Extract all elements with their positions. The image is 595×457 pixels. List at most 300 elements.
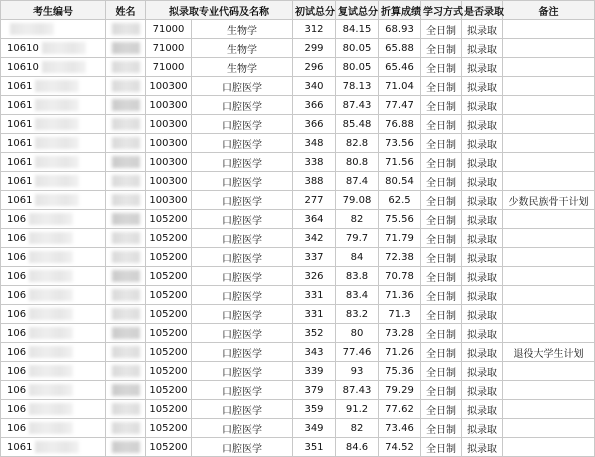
converted-score-cell: 65.88 [379,39,421,58]
admit-status-cell: 拟录取 [462,153,503,172]
header-initial-score: 初试总分 [293,1,336,20]
admit-status-cell: 拟录取 [462,419,503,438]
redacted-id-block [42,61,86,73]
converted-score-cell: 73.28 [379,324,421,343]
name-cell [106,248,146,267]
retest-score-cell: 80.8 [336,153,379,172]
name-cell [106,343,146,362]
study-mode-cell: 全日制 [421,134,462,153]
converted-score-cell: 65.46 [379,58,421,77]
major-name-cell: 口腔医学 [192,172,293,191]
study-mode-cell: 全日制 [421,229,462,248]
converted-score-cell: 71.79 [379,229,421,248]
admit-status-cell: 拟录取 [462,248,503,267]
admit-status-cell: 拟录取 [462,39,503,58]
initial-score-cell: 338 [293,153,336,172]
redacted-name-block [112,403,140,415]
major-code-cell: 105200 [146,438,192,457]
table-row [1,77,595,96]
header-name: 姓名 [106,1,146,20]
name-cell [106,58,146,77]
table-row [1,96,595,115]
redacted-name-block [112,118,140,130]
admit-status-cell: 拟录取 [462,191,503,210]
redacted-id-block [29,251,73,263]
converted-score-cell: 71.04 [379,77,421,96]
admit-status-cell: 拟录取 [462,229,503,248]
initial-score-cell: 312 [293,20,336,39]
redacted-name-block [112,270,140,282]
redacted-name-block [112,232,140,244]
candidate-id-text: 106 [7,423,27,434]
major-name-cell: 口腔医学 [192,229,293,248]
table-row [1,191,595,210]
initial-score-cell: 296 [293,58,336,77]
header-candidate-id: 考生编号 [1,1,106,20]
study-mode-cell: 全日制 [421,96,462,115]
redacted-id-block [35,99,79,111]
initial-score-cell: 340 [293,77,336,96]
major-code-cell: 71000 [146,39,192,58]
redacted-name-block [112,422,140,434]
candidate-id-cell [1,286,106,305]
candidate-id-cell [1,172,106,191]
study-mode-cell: 全日制 [421,343,462,362]
admit-status-cell: 拟录取 [462,381,503,400]
major-code-cell: 105200 [146,286,192,305]
redacted-name-block [112,251,140,263]
retest-score-cell: 83.2 [336,305,379,324]
candidate-id-cell [1,362,106,381]
candidate-id-text: 106 [7,233,27,244]
retest-score-cell: 77.46 [336,343,379,362]
admit-status-cell: 拟录取 [462,96,503,115]
redacted-name-block [112,365,140,377]
table-row [1,419,595,438]
converted-score-cell: 74.52 [379,438,421,457]
redacted-name-block [112,175,140,187]
remarks-cell [503,210,595,229]
remarks-cell [503,115,595,134]
converted-score-cell: 71.36 [379,286,421,305]
retest-score-cell: 82 [336,210,379,229]
redacted-name-block [112,61,140,73]
retest-score-cell: 91.2 [336,400,379,419]
admit-status-cell: 拟录取 [462,438,503,457]
redacted-name-block [112,289,140,301]
name-cell [106,134,146,153]
admit-status-cell: 拟录取 [462,20,503,39]
name-cell [106,77,146,96]
initial-score-cell: 349 [293,419,336,438]
table-row [1,115,595,134]
retest-score-cell: 79.08 [336,191,379,210]
candidate-id-cell [1,96,106,115]
candidate-id-cell [1,229,106,248]
study-mode-cell: 全日制 [421,58,462,77]
converted-score-cell: 71.3 [379,305,421,324]
initial-score-cell: 388 [293,172,336,191]
major-code-cell: 105200 [146,229,192,248]
redacted-name-block [112,384,140,396]
admit-status-cell: 拟录取 [462,305,503,324]
remarks-cell [503,362,595,381]
redacted-name-block [112,308,140,320]
retest-score-cell: 80.05 [336,39,379,58]
name-cell [106,153,146,172]
name-cell [106,362,146,381]
redacted-id-block [35,118,79,130]
major-name-cell: 口腔医学 [192,419,293,438]
name-cell [106,172,146,191]
major-code-cell: 71000 [146,20,192,39]
admit-status-cell: 拟录取 [462,210,503,229]
admit-status-cell: 拟录取 [462,286,503,305]
candidate-id-cell [1,39,106,58]
initial-score-cell: 379 [293,381,336,400]
admit-status-cell: 拟录取 [462,172,503,191]
candidate-id-text: 1061 [7,81,33,92]
study-mode-cell: 全日制 [421,419,462,438]
redacted-id-block [35,156,79,168]
retest-score-cell: 80.05 [336,58,379,77]
name-cell [106,381,146,400]
candidate-id-cell [1,267,106,286]
major-name-cell: 口腔医学 [192,96,293,115]
header-major: 拟录取专业代码及名称 [146,1,293,20]
header-retest-score: 复试总分 [336,1,379,20]
name-cell [106,20,146,39]
admit-status-cell: 拟录取 [462,362,503,381]
header-row [1,1,595,20]
candidate-id-text: 1061 [7,157,33,168]
initial-score-cell: 342 [293,229,336,248]
candidate-id-text: 106 [7,385,27,396]
converted-score-cell: 76.88 [379,115,421,134]
candidate-id-cell [1,20,106,39]
study-mode-cell: 全日制 [421,400,462,419]
name-cell [106,229,146,248]
converted-score-cell: 80.54 [379,172,421,191]
name-cell [106,400,146,419]
initial-score-cell: 366 [293,96,336,115]
converted-score-cell: 68.93 [379,20,421,39]
redacted-name-block [112,80,140,92]
initial-score-cell: 348 [293,134,336,153]
retest-score-cell: 79.7 [336,229,379,248]
study-mode-cell: 全日制 [421,153,462,172]
table-row [1,400,595,419]
major-name-cell: 口腔医学 [192,248,293,267]
remarks-cell [503,153,595,172]
candidate-id-text: 1061 [7,119,33,130]
major-code-cell: 105200 [146,210,192,229]
converted-score-cell: 73.56 [379,134,421,153]
remarks-cell [503,400,595,419]
candidate-id-text: 1061 [7,195,33,206]
name-cell [106,286,146,305]
candidate-id-text: 106 [7,290,27,301]
redacted-id-block [35,175,79,187]
retest-score-cell: 78.13 [336,77,379,96]
initial-score-cell: 352 [293,324,336,343]
redacted-id-block [29,308,73,320]
candidate-id-cell [1,324,106,343]
study-mode-cell: 全日制 [421,362,462,381]
major-code-cell: 71000 [146,58,192,77]
redacted-id-block [42,42,86,54]
major-name-cell: 生物学 [192,58,293,77]
remarks-cell [503,324,595,343]
redacted-id-block [29,213,73,225]
name-cell [106,191,146,210]
remarks-cell [503,172,595,191]
major-name-cell: 口腔医学 [192,305,293,324]
table-row [1,343,595,362]
name-cell [106,305,146,324]
study-mode-cell: 全日制 [421,438,462,457]
table-row [1,286,595,305]
table-row [1,381,595,400]
initial-score-cell: 351 [293,438,336,457]
admit-status-cell: 拟录取 [462,58,503,77]
major-code-cell: 100300 [146,172,192,191]
study-mode-cell: 全日制 [421,210,462,229]
name-cell [106,324,146,343]
redacted-id-block [35,137,79,149]
candidate-id-text: 106 [7,309,27,320]
table-row [1,305,595,324]
major-name-cell: 口腔医学 [192,115,293,134]
major-code-cell: 105200 [146,248,192,267]
retest-score-cell: 80 [336,324,379,343]
name-cell [106,438,146,457]
retest-score-cell: 84.6 [336,438,379,457]
major-name-cell: 口腔医学 [192,210,293,229]
redacted-id-block [29,365,73,377]
converted-score-cell: 71.56 [379,153,421,172]
name-cell [106,210,146,229]
initial-score-cell: 331 [293,305,336,324]
redacted-name-block [112,194,140,206]
candidate-id-text: 106 [7,252,27,263]
candidate-id-text: 106 [7,271,27,282]
redacted-name-block [112,327,140,339]
name-cell [106,96,146,115]
candidate-id-text: 10610 [7,62,39,73]
converted-score-cell: 72.38 [379,248,421,267]
table-row [1,210,595,229]
initial-score-cell: 343 [293,343,336,362]
converted-score-cell: 79.29 [379,381,421,400]
candidate-id-text: 1061 [7,176,33,187]
header-converted-score: 折算成绩 [379,1,421,20]
redacted-id-block [29,422,73,434]
study-mode-cell: 全日制 [421,115,462,134]
remarks-cell: 少数民族骨干计划 [503,191,595,210]
initial-score-cell: 339 [293,362,336,381]
major-name-cell: 口腔医学 [192,324,293,343]
candidate-id-cell [1,381,106,400]
candidate-id-cell [1,400,106,419]
remarks-cell [503,438,595,457]
remarks-cell [503,381,595,400]
initial-score-cell: 331 [293,286,336,305]
candidate-id-cell [1,343,106,362]
major-code-cell: 105200 [146,305,192,324]
name-cell [106,419,146,438]
candidate-id-text: 106 [7,214,27,225]
study-mode-cell: 全日制 [421,248,462,267]
candidate-id-text: 106 [7,347,27,358]
study-mode-cell: 全日制 [421,39,462,58]
study-mode-cell: 全日制 [421,20,462,39]
study-mode-cell: 全日制 [421,191,462,210]
study-mode-cell: 全日制 [421,286,462,305]
converted-score-cell: 70.78 [379,267,421,286]
remarks-cell [503,286,595,305]
candidate-id-cell [1,305,106,324]
header-remarks: 备注 [503,1,595,20]
converted-score-cell: 75.56 [379,210,421,229]
candidate-id-cell [1,191,106,210]
study-mode-cell: 全日制 [421,77,462,96]
remarks-cell: 退役大学生计划 [503,343,595,362]
candidate-id-cell [1,419,106,438]
table-row [1,172,595,191]
table-row [1,267,595,286]
major-code-cell: 105200 [146,419,192,438]
admit-status-cell: 拟录取 [462,400,503,419]
candidate-id-text: 106 [7,366,27,377]
major-code-cell: 100300 [146,191,192,210]
admit-status-cell: 拟录取 [462,134,503,153]
redacted-name-block [112,346,140,358]
redacted-id-block [10,23,54,35]
admit-status-cell: 拟录取 [462,343,503,362]
initial-score-cell: 359 [293,400,336,419]
major-code-cell: 105200 [146,362,192,381]
table-row [1,134,595,153]
major-name-cell: 生物学 [192,20,293,39]
major-name-cell: 口腔医学 [192,381,293,400]
retest-score-cell: 83.4 [336,286,379,305]
redacted-name-block [112,137,140,149]
redacted-id-block [29,346,73,358]
redacted-name-block [112,99,140,111]
initial-score-cell: 337 [293,248,336,267]
redacted-id-block [29,289,73,301]
candidate-id-cell [1,438,106,457]
remarks-cell [503,248,595,267]
candidate-id-cell [1,210,106,229]
retest-score-cell: 87.43 [336,381,379,400]
table-row [1,324,595,343]
major-code-cell: 100300 [146,77,192,96]
converted-score-cell: 77.47 [379,96,421,115]
redacted-name-block [112,42,140,54]
remarks-cell [503,305,595,324]
retest-score-cell: 84.15 [336,20,379,39]
remarks-cell [503,58,595,77]
table-row [1,438,595,457]
major-name-cell: 口腔医学 [192,267,293,286]
name-cell [106,39,146,58]
candidate-id-text: 1061 [7,100,33,111]
redacted-id-block [29,403,73,415]
retest-score-cell: 82 [336,419,379,438]
candidate-id-cell [1,115,106,134]
remarks-cell [503,39,595,58]
candidate-id-text: 1061 [7,442,33,453]
converted-score-cell: 73.46 [379,419,421,438]
candidate-id-text: 1061 [7,138,33,149]
name-cell [106,267,146,286]
converted-score-cell: 62.5 [379,191,421,210]
remarks-cell [503,134,595,153]
major-name-cell: 口腔医学 [192,400,293,419]
redacted-name-block [112,156,140,168]
redacted-name-block [112,441,140,453]
candidate-id-text: 106 [7,328,27,339]
retest-score-cell: 83.8 [336,267,379,286]
major-code-cell: 105200 [146,267,192,286]
admit-status-cell: 拟录取 [462,324,503,343]
initial-score-cell: 277 [293,191,336,210]
major-code-cell: 100300 [146,134,192,153]
table-row [1,229,595,248]
major-code-cell: 105200 [146,381,192,400]
major-name-cell: 生物学 [192,39,293,58]
converted-score-cell: 77.62 [379,400,421,419]
redacted-id-block [35,441,79,453]
table-row [1,153,595,172]
table-row [1,20,595,39]
redacted-id-block [29,384,73,396]
initial-score-cell: 326 [293,267,336,286]
candidate-id-text: 106 [7,404,27,415]
remarks-cell [503,20,595,39]
candidate-id-cell [1,134,106,153]
table-row [1,39,595,58]
redacted-id-block [29,327,73,339]
redacted-name-block [112,23,140,35]
study-mode-cell: 全日制 [421,267,462,286]
major-name-cell: 口腔医学 [192,343,293,362]
table-row [1,58,595,77]
initial-score-cell: 364 [293,210,336,229]
major-name-cell: 口腔医学 [192,191,293,210]
retest-score-cell: 87.4 [336,172,379,191]
redacted-id-block [35,80,79,92]
converted-score-cell: 75.36 [379,362,421,381]
admit-status-cell: 拟录取 [462,115,503,134]
study-mode-cell: 全日制 [421,324,462,343]
candidate-id-cell [1,77,106,96]
retest-score-cell: 82.8 [336,134,379,153]
study-mode-cell: 全日制 [421,381,462,400]
major-name-cell: 口腔医学 [192,134,293,153]
converted-score-cell: 71.26 [379,343,421,362]
retest-score-cell: 87.43 [336,96,379,115]
study-mode-cell: 全日制 [421,172,462,191]
retest-score-cell: 84 [336,248,379,267]
candidate-id-text: 10610 [7,43,39,54]
table-row [1,362,595,381]
candidate-id-cell [1,248,106,267]
redacted-id-block [35,194,79,206]
major-name-cell: 口腔医学 [192,362,293,381]
